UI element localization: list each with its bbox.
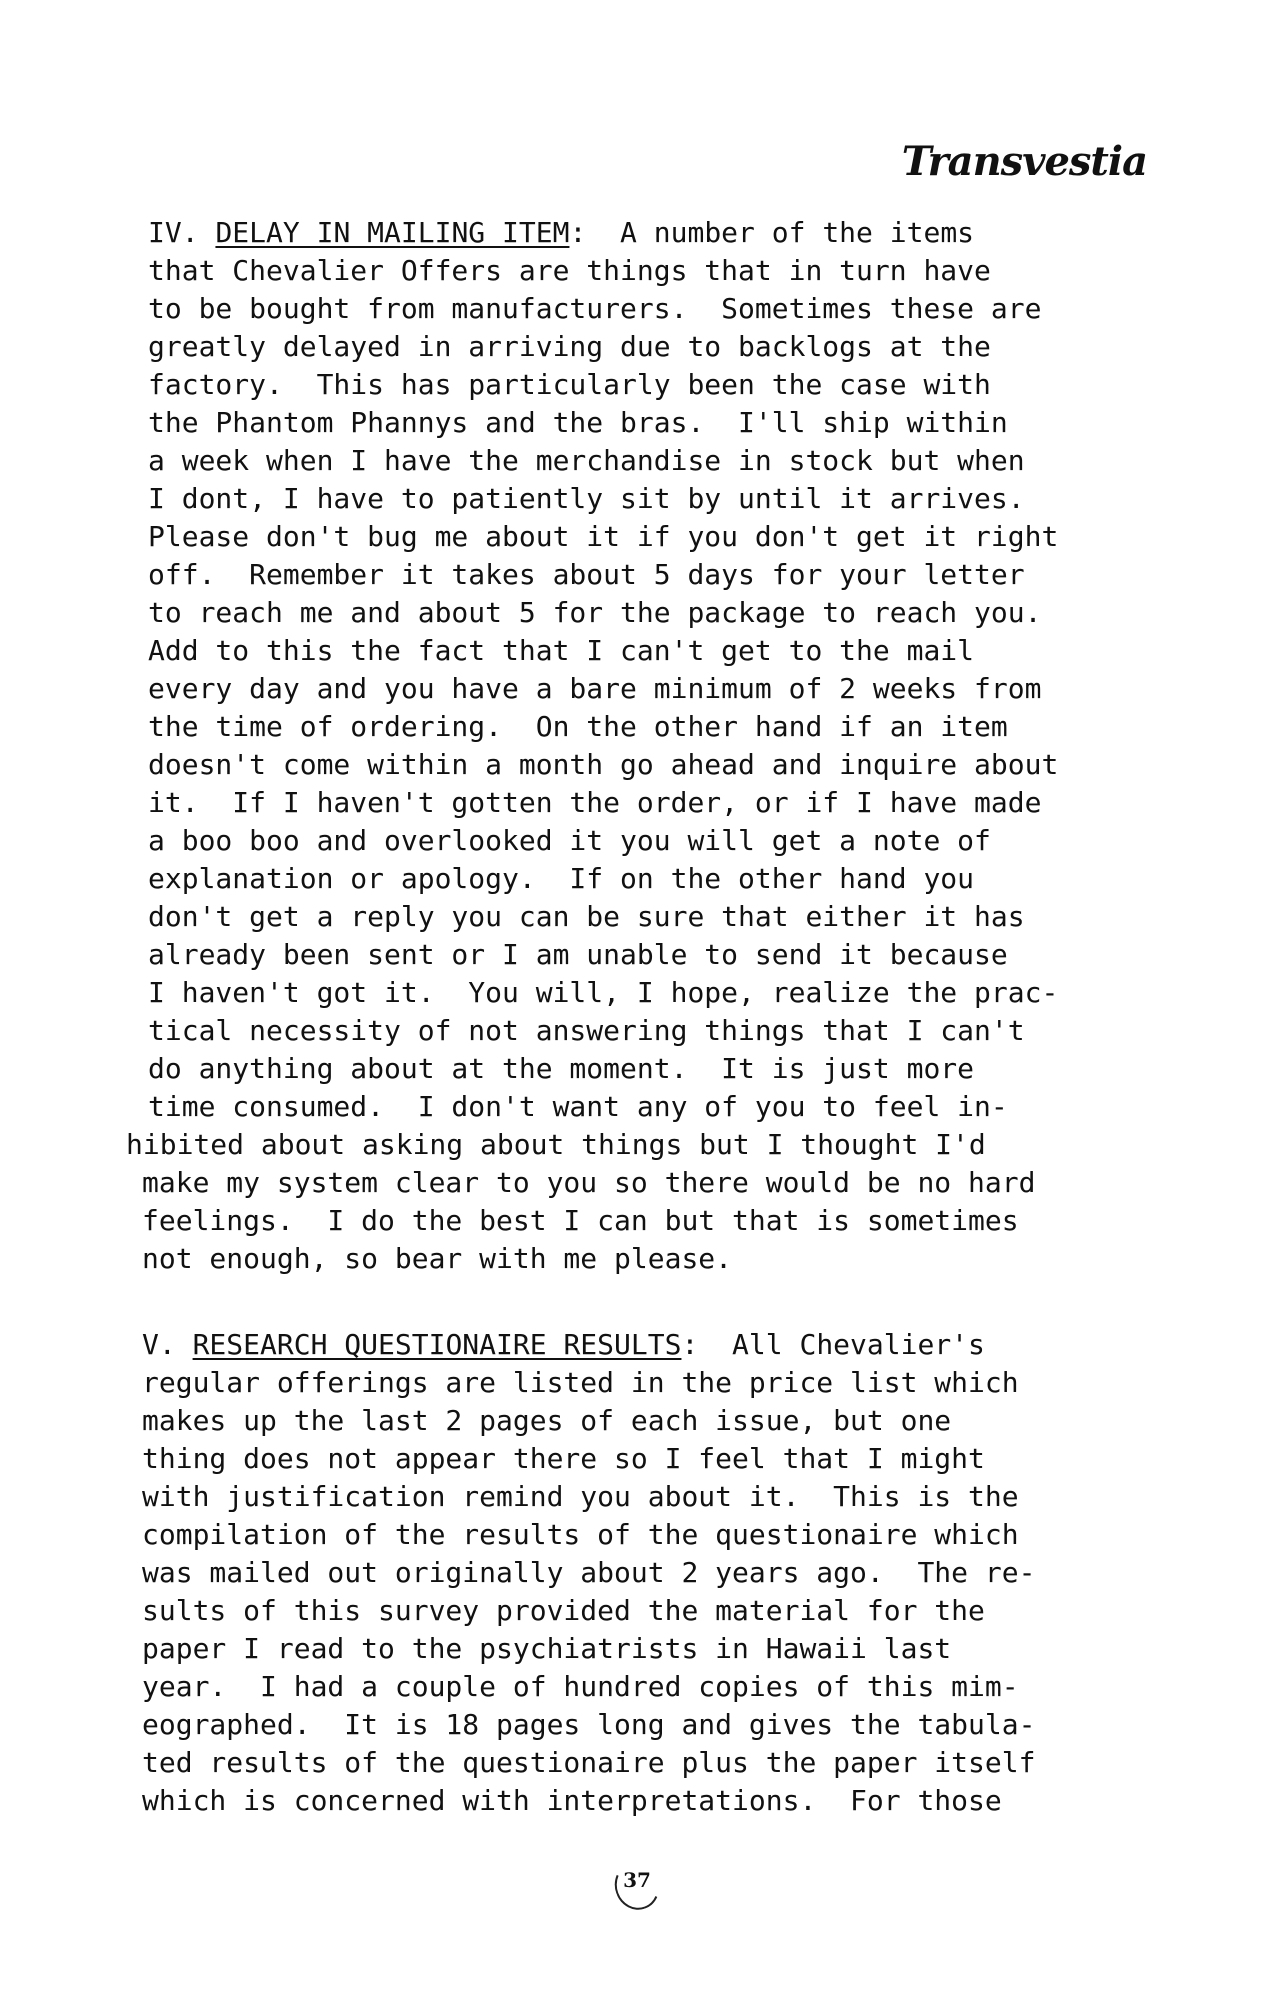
section-4-line: I haven't got it. You will, I hope, realize the prac-: [148, 976, 1059, 1009]
section-5-line-0: : All Chevalier's: [681, 1328, 985, 1361]
section-5-line: regular offerings are listed in the price list which: [142, 1366, 1019, 1399]
section-5-line: thing does not appear there so I feel that I might: [142, 1442, 985, 1475]
section-4-line: the Phantom Phannys and the bras. I'll ship within: [148, 406, 1008, 439]
section-5-line: paper I read to the psychiatrists in Hawaii last: [142, 1632, 952, 1665]
section-4-line: feelings. I do the best I can but that is sometimes: [142, 1204, 1019, 1237]
section-4-line: a boo boo and overlooked it you will get a note of: [148, 824, 991, 857]
section-4-line: explanation or apology. If on the other hand you: [148, 862, 975, 895]
section-5-line: which is concerned with interpretations. For those: [142, 1784, 1002, 1817]
section-4-heading: DELAY IN MAILING ITEM: [215, 216, 570, 249]
section-5-first-line: [142, 1326, 985, 1364]
section-5-heading: RESEARCH QUESTIONAIRE RESULTS: [192, 1328, 682, 1361]
section-4-line: I dont, I have to patiently sit by until it arrives.: [148, 482, 1025, 515]
section-4-line: Add to this the fact that I can't get to the mail: [148, 634, 975, 667]
section-5-line: sults of this survey provided the material for the: [142, 1594, 985, 1627]
section-4-line: factory. This has particularly been the case with: [148, 368, 991, 401]
section-4-line: every day and you have a bare minimum of 2 weeks from: [148, 672, 1042, 705]
section-4-line: that Chevalier Offers are things that in turn have: [148, 254, 991, 287]
section-4-first-line: [148, 214, 974, 252]
section-4-line: to be bought from manufacturers. Sometimes these are: [148, 292, 1042, 325]
section-4-line: hibited about asking about things but I thought I'd: [126, 1128, 986, 1161]
section-4-line: Please don't bug me about it if you don't get it right: [148, 520, 1059, 553]
section-4-line: make my system clear to you so there would be no hard: [142, 1166, 1036, 1199]
section-4-line: tical necessity of not answering things that I can't: [148, 1014, 1025, 1047]
section-5-line: was mailed out originally about 2 years ago. The re-: [142, 1556, 1036, 1589]
page-number: 37: [623, 1868, 651, 1892]
section-5-line: makes up the last 2 pages of each issue, but one: [142, 1404, 952, 1437]
section-4-line: not enough, so bear with me please.: [142, 1242, 733, 1275]
section-4-line: time consumed. I don't want any of you to feel in-: [148, 1090, 1008, 1123]
section-4-line-0: : A number of the items: [569, 216, 975, 249]
section-5-number: V.: [142, 1328, 193, 1361]
section-5-line: with justification remind you about it. This is the: [142, 1480, 1019, 1513]
section-4-number: IV.: [148, 216, 216, 249]
section-4-line: already been sent or I am unable to send it because: [148, 938, 1008, 971]
section-4-line: doesn't come within a month go ahead and inquire about: [148, 748, 1059, 781]
section-4-line: greatly delayed in arriving due to backlogs at the: [148, 330, 991, 363]
section-4-line: the time of ordering. On the other hand if an item: [148, 710, 1008, 743]
section-4-line: to reach me and about 5 for the package to reach you.: [148, 596, 1042, 629]
masthead-logo: Transvestia: [901, 138, 1147, 185]
section-4-line: don't get a reply you can be sure that either it has: [148, 900, 1025, 933]
section-4-line: do anything about at the moment. It is just more: [148, 1052, 975, 1085]
section-5-line: ted results of the questionaire plus the paper itself: [142, 1746, 1036, 1779]
section-4-line: it. If I haven't gotten the order, or if I have made: [148, 786, 1042, 819]
section-4-line: a week when I have the merchandise in stock but when: [148, 444, 1025, 477]
section-4-line: off. Remember it takes about 5 days for your letter: [148, 558, 1025, 591]
section-5-line: compilation of the results of the questionaire which: [142, 1518, 1019, 1551]
section-5-line: year. I had a couple of hundred copies of this mim-: [142, 1670, 1019, 1703]
section-5-line: eographed. It is 18 pages long and gives the tabula-: [142, 1708, 1036, 1741]
